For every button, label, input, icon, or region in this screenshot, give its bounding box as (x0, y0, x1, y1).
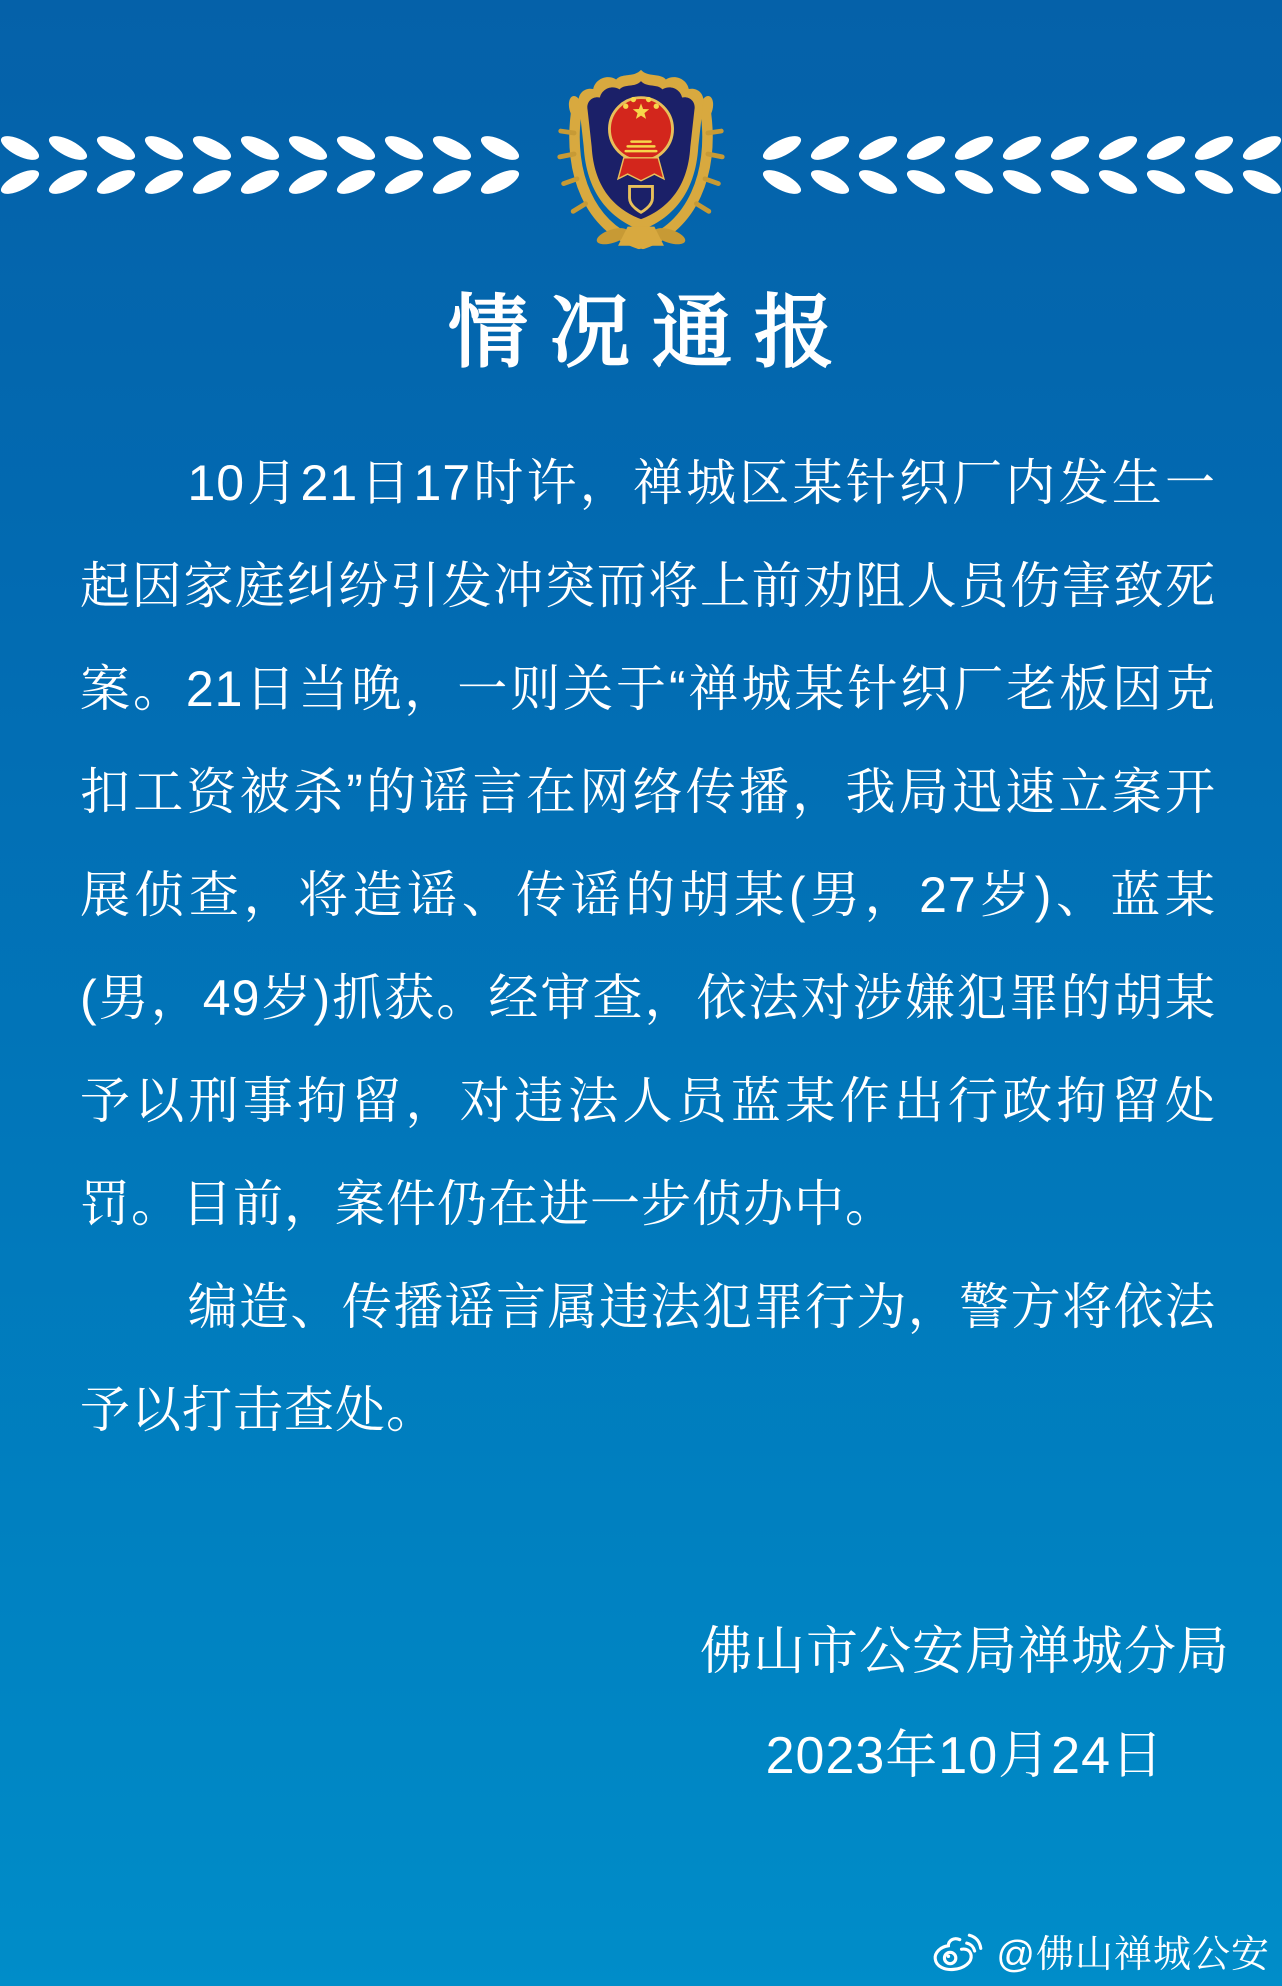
notice-title: 情况通报 (448, 288, 856, 377)
laurel-chevrons-left-band (0, 133, 528, 197)
weibo-icon (930, 1928, 986, 1974)
notice-paragraph-2: 编造、传播谣言属违法犯罪行为，警方将依法予以打击查处。 (80, 1279, 1216, 1438)
weibo-attribution (930, 1923, 1270, 1978)
notice-paragraph-1: 10月21日17时许，禅城区某针织厂内发生一起因家庭纠纷引发冲突而将上前劝阻人员伤害致死案。21日当晚，一则关于“禅城某针织厂老板因克扣工资被杀”的谣言在网络传播，我局迅速立案开展侦查，将造谣、传谣的胡某(男，27岁)、蓝某(男，49岁)抓获。经审查，依法对涉嫌犯罪的胡某予以刑事拘留，对违法人员蓝某作出行政拘留处罚。目前，案件仍在进一步侦办中。 (80, 455, 1216, 1232)
issue-date: 2023年10月24日 (765, 1727, 1164, 1785)
issuing-agency: 佛山市公安局禅城分局 (699, 1623, 1230, 1681)
weibo-handle: @佛山禅城公安 (996, 1934, 1270, 1976)
laurel-chevrons-right-band (742, 133, 1282, 197)
notice-body (80, 432, 1216, 1462)
police-badge-emblem (555, 58, 727, 250)
